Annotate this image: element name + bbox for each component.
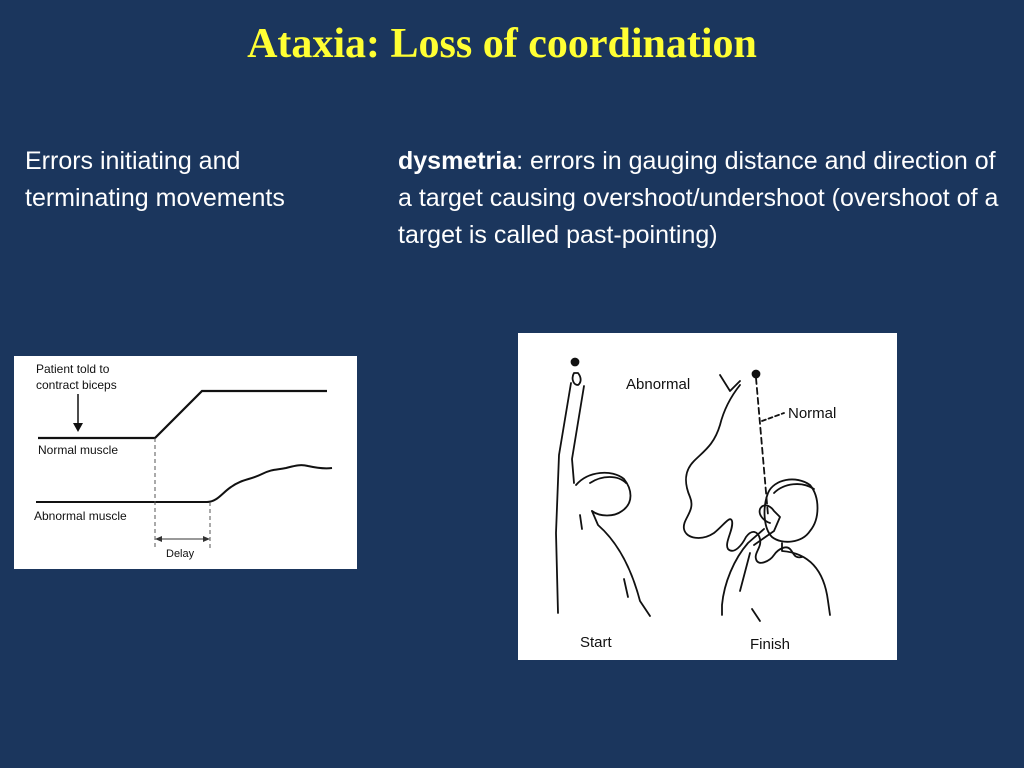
instruction-label-line2: contract biceps (36, 378, 117, 392)
start-person-drawing (556, 359, 650, 617)
normal-trajectory-path (756, 378, 768, 515)
instruction-label-line1: Patient told to (36, 362, 110, 376)
finish-label: Finish (750, 636, 791, 653)
finger-to-nose-diagram (518, 333, 897, 660)
delay-interval-arrow (155, 536, 210, 542)
muscle-response-figure (14, 356, 357, 569)
muscle-response-diagram (14, 356, 357, 569)
dysmetria-term: dysmetria (398, 147, 517, 175)
slide-title: Ataxia: Loss of coordination (247, 21, 757, 67)
abnormal-muscle-label: Abnormal muscle (34, 509, 127, 523)
abnormal-path-label: Abnormal (626, 376, 691, 393)
abnormal-muscle-trace (36, 465, 332, 502)
normal-muscle-label: Normal muscle (38, 443, 119, 457)
abnormal-trajectory-path (684, 385, 802, 563)
dysmetria-description: : errors in gauging distance and direction of a target causing overshoot/undershoot (overshoot of a target is called past-pointing) (398, 147, 999, 249)
down-arrow-icon (73, 394, 83, 432)
delay-label: Delay (166, 548, 195, 560)
start-label: Start (580, 634, 612, 651)
dysmetria-definition (398, 143, 1008, 254)
initiation-errors-text: Errors initiating and terminating movements (25, 147, 285, 212)
normal-path-label: Normal (788, 405, 837, 422)
normal-muscle-trace (38, 391, 327, 438)
finger-to-nose-figure (518, 333, 897, 660)
